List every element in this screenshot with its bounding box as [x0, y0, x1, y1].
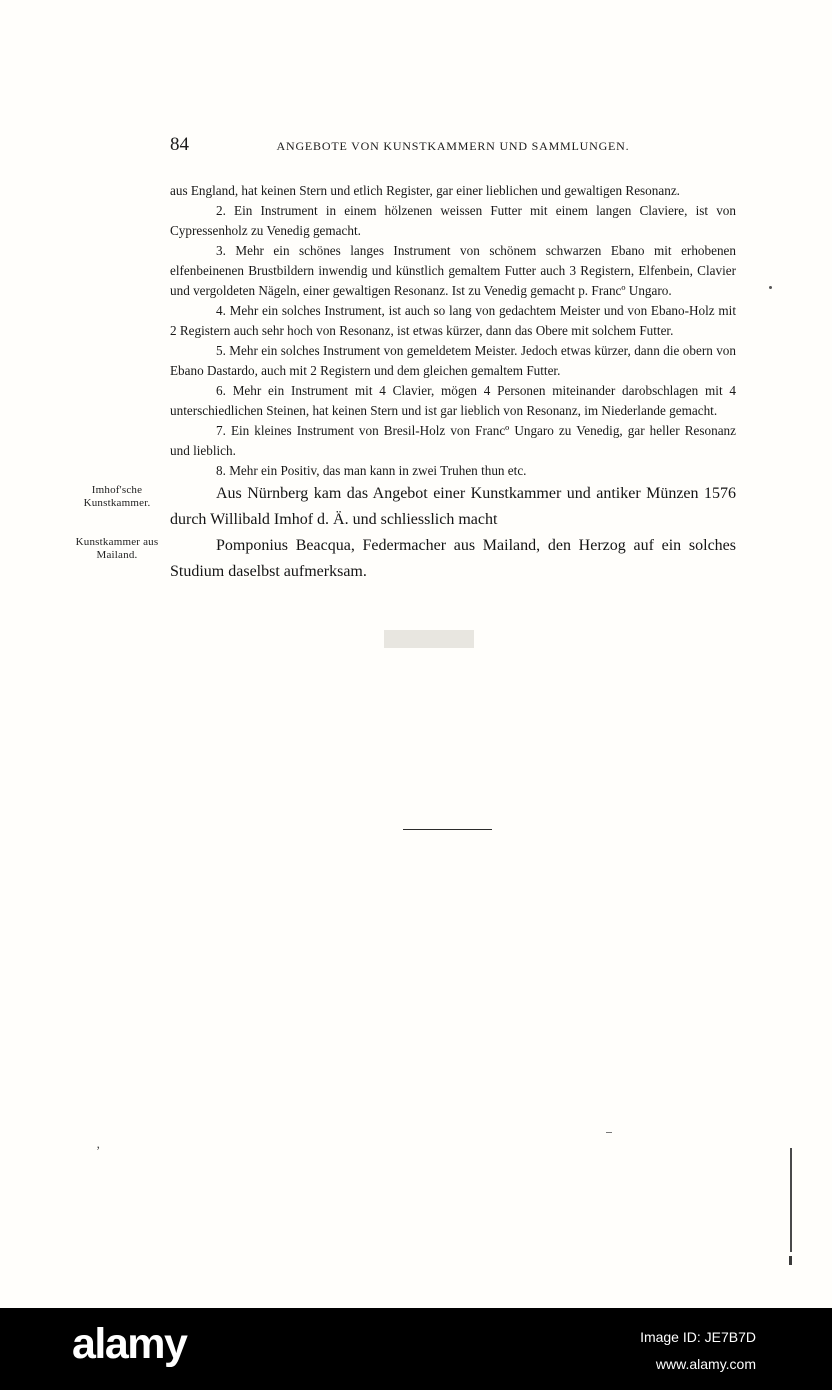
body-paragraph: 7. Ein kleines Instrument von Bresil-Holz von Francº Ungaro zu Venedig, gar heller Resonanz und lieblich. [170, 423, 736, 458]
body-paragraph: aus England, hat keinen Stern und etlich Register, gar einer lieblichen und gewaltigen Resonanz. [170, 183, 680, 198]
body-paragraph: Pomponius Beacqua, Federmacher aus Mailand, den Herzog auf ein solches Studium daselbst aufmerksam. [170, 537, 736, 580]
page-number: 84 [170, 134, 189, 155]
section-divider-rule [403, 829, 492, 830]
alamy-logo: alamy [72, 1320, 187, 1368]
page-body-text [75, 181, 736, 585]
scan-mark-artifact [606, 1132, 612, 1133]
margin-note-imhof: Imhof'sche Kunstkammer. [83, 484, 151, 509]
paragraph-with-margin-note [75, 533, 736, 585]
body-paragraph: Aus Nürnberg kam das Angebot einer Kunstkammer und antiker Münzen 1576 durch Willibald Imhof d. Ä. und schliesslich macht [170, 485, 736, 528]
scan-mark-artifact: ’ [96, 1143, 101, 1158]
scan-line-artifact [789, 1256, 792, 1265]
body-paragraph: 2. Ein Instrument in einem hölzenen weissen Futter mit einem langen Claviere, ist von Cypressenholz zu Venedig gemacht. [170, 203, 736, 238]
margin-note-mailand: Kunstkammer aus Mailand. [75, 536, 159, 561]
alamy-url: www.alamy.com [655, 1356, 756, 1372]
scan-line-artifact [790, 1148, 792, 1252]
scan-smudge-artifact [384, 630, 474, 648]
running-header: ANGEBOTE VON KUNSTKAMMERN UND SAMMLUNGEN. [276, 139, 630, 153]
body-paragraph: 5. Mehr ein solches Instrument von gemeldetem Meister. Jedoch etwas kürzer, dann die obern von Ebano Dastardo, auch mit 2 Registern und dem gleichen gemaltem Futter. [170, 343, 736, 378]
paragraph-with-margin-note [83, 481, 736, 533]
body-paragraph: 4. Mehr ein solches Instrument, ist auch so lang von gedachtem Meister und von Ebano-Holz mit 2 Registern auch sehr hoch von Resonanz, ist etwas kürzer, dann das Obere mit solchem Futter. [170, 303, 736, 338]
body-paragraph: 8. Mehr ein Positiv, das man kann in zwei Truhen thun etc. [216, 463, 527, 478]
alamy-watermark-bar [0, 1308, 832, 1390]
footer-meta [640, 1324, 756, 1378]
scan-dot-artifact [769, 286, 772, 289]
body-paragraph: 3. Mehr ein schönes langes Instrument von schönem schwarzen Ebano mit erhobenen elfenbeinenen Brustbildern inwendig und künstlich gemaltem Futter auch 3 Registern, Elfenbein, Clavier und vergoldeten Nägeln, einer gewaltigen Resonanz. Ist zu Venedig gemacht p. Francº Ungaro. [170, 243, 736, 298]
image-id-label: Image ID: JE7B7D [640, 1329, 756, 1345]
body-paragraph: 6. Mehr ein Instrument mit 4 Clavier, mögen 4 Personen miteinander darobschlagen mit 4 unterschiedlichen Steinen, hat keinen Stern und ist gar lieblich von Resonanz, im Niederlande gemacht. [170, 383, 736, 418]
